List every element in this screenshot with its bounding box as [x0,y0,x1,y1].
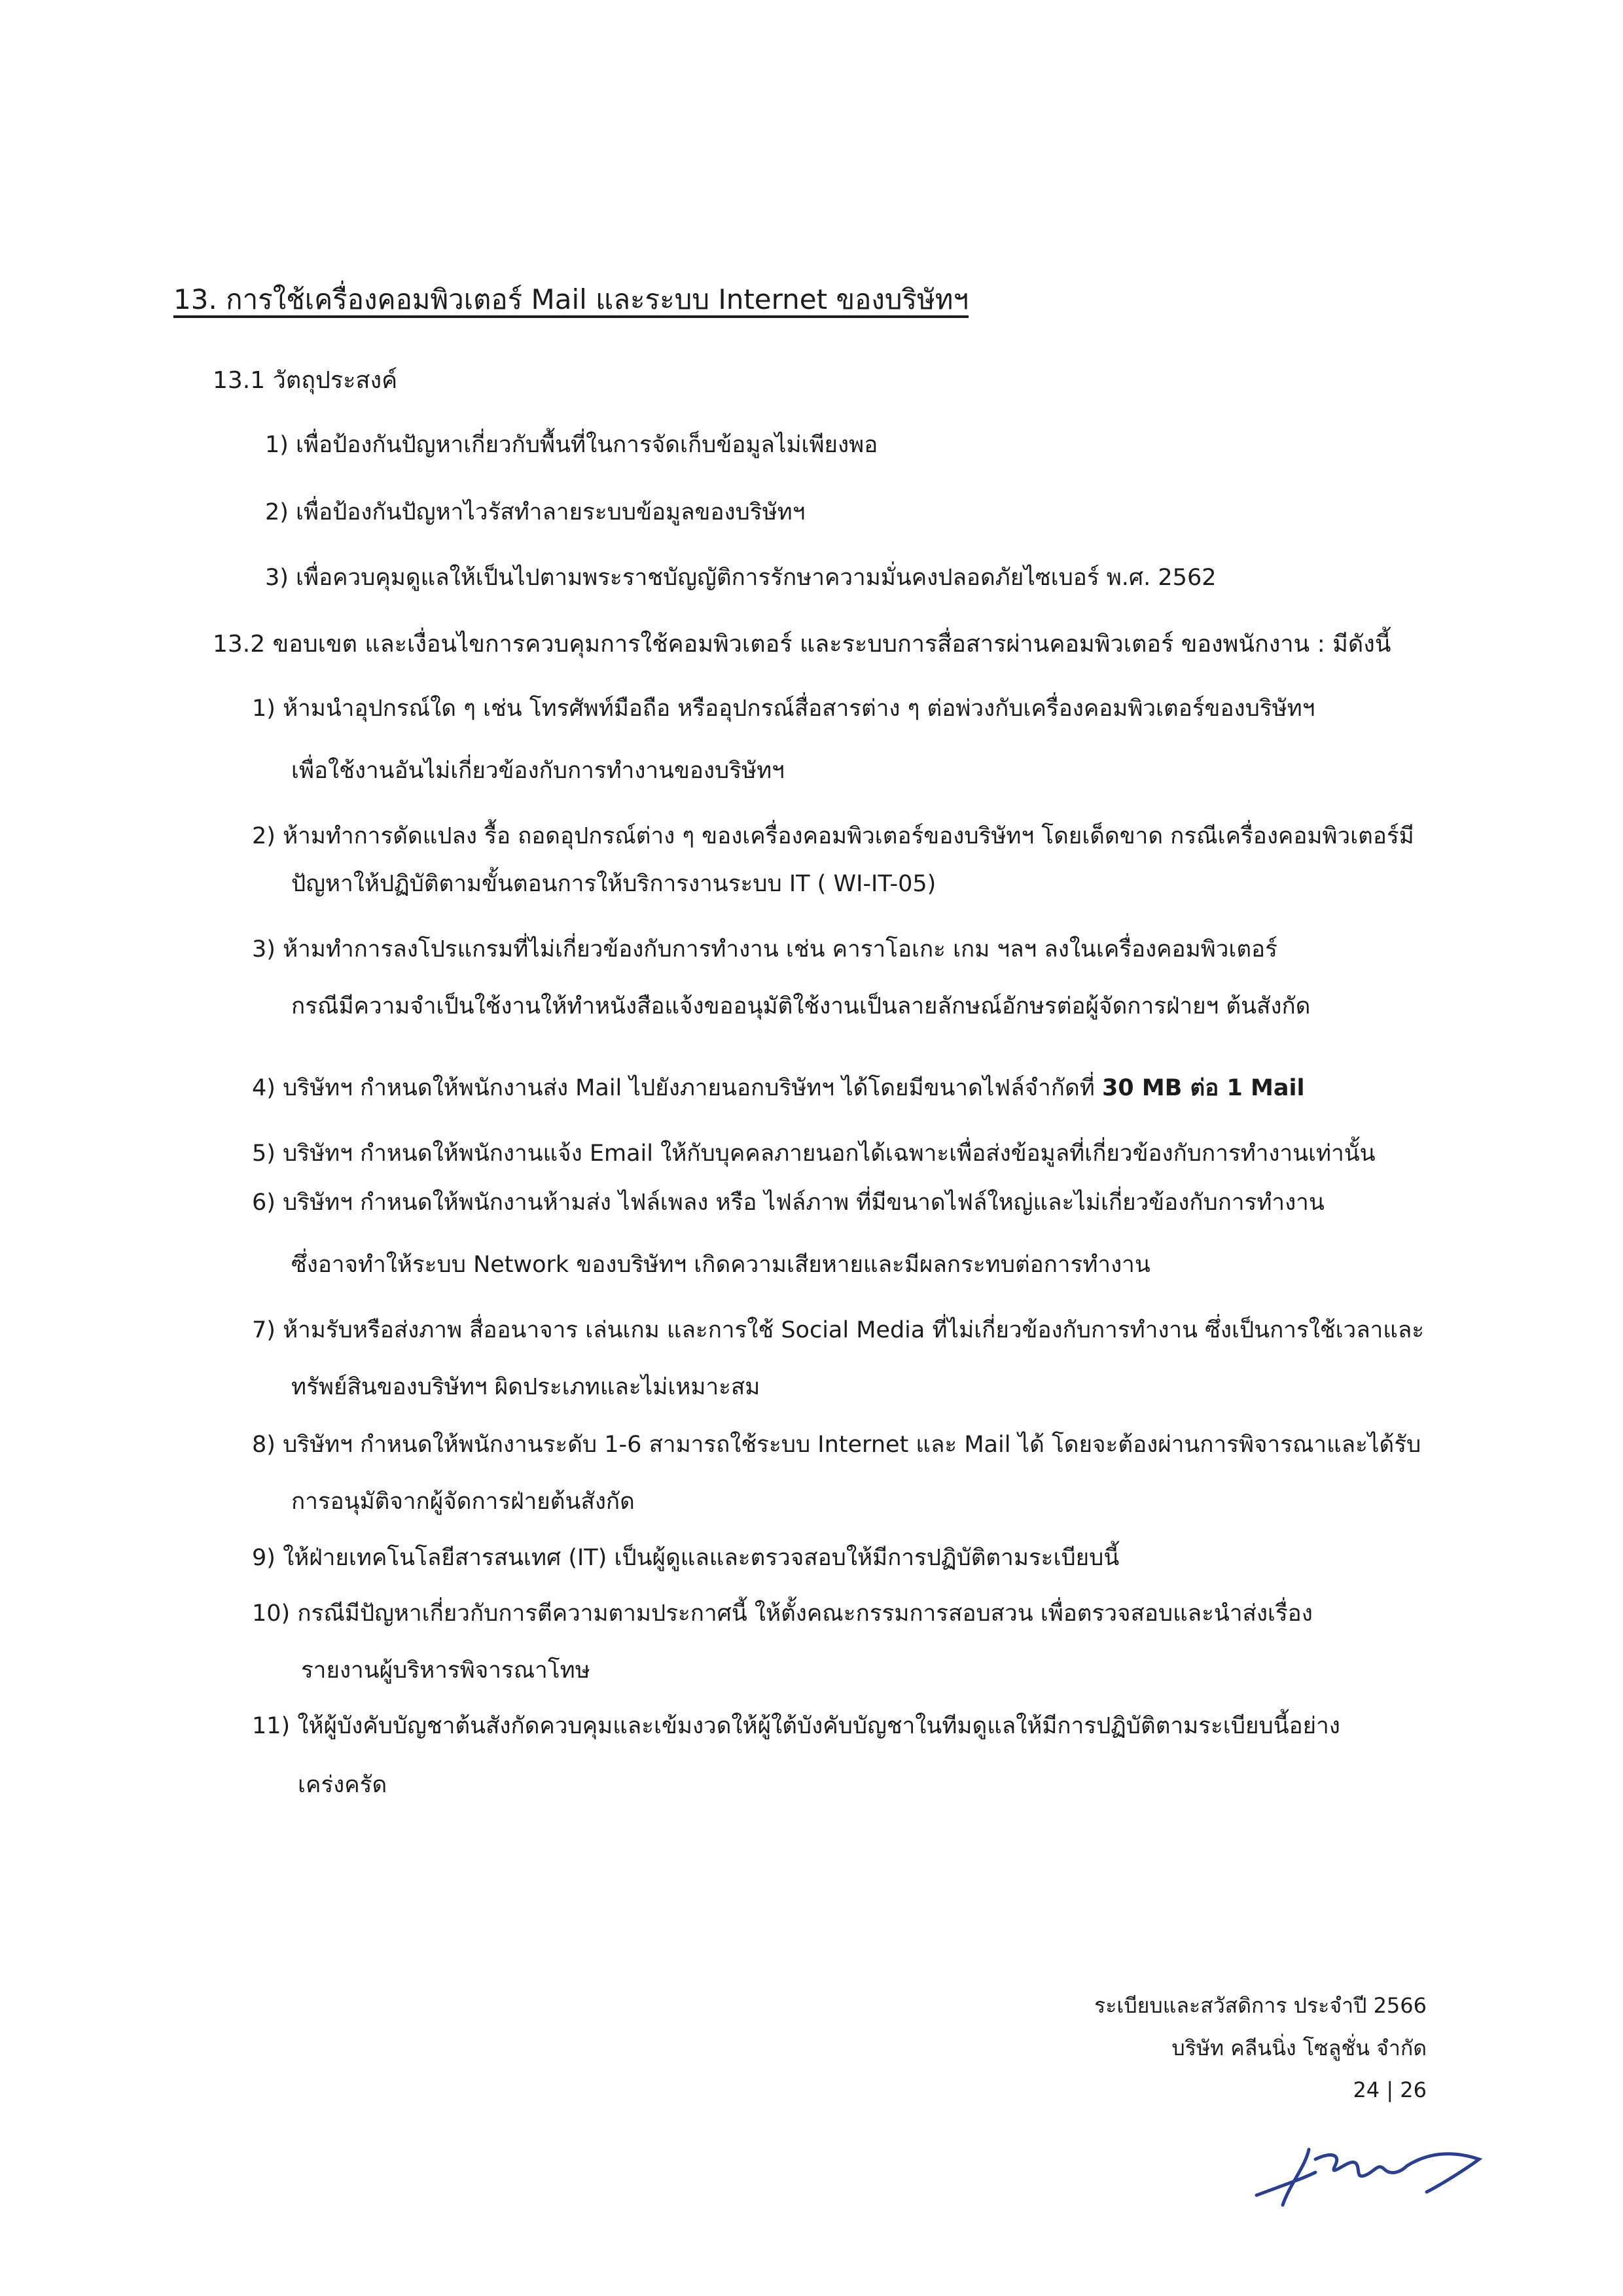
rule-text: บริษัทฯ กำหนดให้พนักงานส่ง Mail ไปยังภายนอกบริษัทฯ ได้โดยมีขนาดไฟล์จำกัดที่ [283,1075,1095,1101]
rule-text-continued: ปัญหาให้ปฏิบัติตามขั้นตอนการให้บริการงานระบบ IT ( WI-IT-05) [291,871,936,897]
rule-text: บริษัทฯ กำหนดให้พนักงานห้ามส่ง ไฟล์เพลง หรือ ไฟล์ภาพ ที่มีขนาดไฟล์ใหญ่และไม่เกี่ยวข้องกับการทำงาน [283,1190,1325,1216]
rule-number: 2) [252,823,276,849]
rule-text: กรณีมีปัญหาเกี่ยวกับการตีความตามประกาศนี้ ให้ตั้งคณะกรรมการสอบสวน เพื่อตรวจสอบและนำส่งเรื่อง [297,1600,1313,1627]
rule-text: ห้ามรับหรือส่งภาพ สื่ออนาจาร เล่นเกม และการใช้ Social Media ที่ไม่เกี่ยวข้องกับการทำงาน ซึ่งเป็นการใช้เวลาและ [283,1317,1425,1343]
rule-text: บริษัทฯ กำหนดให้พนักงานระดับ 1-6 สามารถใช้ระบบ Internet และ Mail ได้ โดยจะต้องผ่านการพิจารณาและได้รับ [283,1432,1421,1458]
rule-number: 5) [252,1140,276,1167]
rule-text-continued: เพื่อใช้งานอันไม่เกี่ยวข้องกับการทำงานของบริษัทฯ [291,758,785,784]
rule-text: ให้ผู้บังคับบัญชาต้นสังกัดควบคุมและเข้มงวดให้ผู้ใต้บังคับบัญชาในทีมดูแลให้มีการปฏิบัติตามระเบียบนี้อย่าง [297,1713,1340,1739]
rule-text-continued: การอนุมัติจากผู้จัดการฝ่ายต้นสังกัด [291,1489,635,1515]
rule-text-continued: ซึ่งอาจทำให้ระบบ Network ของบริษัทฯ เกิดความเสียหายและมีผลกระทบต่อการทำงาน [291,1252,1150,1278]
rule-text: ห้ามทำการดัดแปลง รื้อ ถอดอุปกรณ์ต่าง ๆ ของเครื่องคอมพิวเตอร์ของบริษัทฯ โดยเด็ดขาด กรณีเครื่องคอมพิวเตอร์มี [283,823,1414,849]
rule-number: 3) [252,936,276,963]
objective-item: 1) เพื่อป้องกันปัญหาเกี่ยวกับพื้นที่ในการจัดเก็บข้อมูลไม่เพียงพอ [265,432,878,458]
rule-text: ให้ฝ่ายเทคโนโลยีสารสนเทศ (IT) เป็นผู้ดูแลและตรวจสอบให้มีการปฏิบัติตามระเบียบนี้ [283,1545,1120,1571]
rule-item [252,1426,1421,1462]
rule-item [252,1135,1376,1171]
rule-text-continued: ทรัพย์สินของบริษัทฯ ผิดประเภทและไม่เหมาะสม [291,1374,760,1400]
footer-title: ระเบียบและสวัสดิการ ประจำปี 2566 [1094,1993,1427,2018]
rule-text: ห้ามทำการลงโปรแกรมที่ไม่เกี่ยวข้องกับการทำงาน เช่น คาราโอเกะ เกม ฯลฯ ลงในเครื่องคอมพิวเตอร์ [283,936,1277,963]
rule-text-continued: รายงานผู้บริหารพิจารณาโทษ [301,1657,590,1684]
subsection-title-scope: 13.2 ขอบเขต และเงื่อนไขการควบคุมการใช้คอมพิวเตอร์ และระบบการสื่อสารผ่านคอมพิวเตอร์ ของพนักงาน : มีดังนี้ [213,631,1391,658]
rule-item [252,1595,1313,1631]
rule-text-continued: เคร่งครัด [298,1772,387,1798]
rule-item [252,1070,1304,1106]
objective-item: 3) เพื่อควบคุมดูแลให้เป็นไปตามพระราชบัญญัติการรักษาความมั่นคงปลอดภัยไซเบอร์ พ.ศ. 2562 [265,565,1217,591]
page-number: 24 | 26 [1353,2077,1427,2102]
rule-number: 10) [252,1600,291,1627]
objective-item: 2) เพื่อป้องกันปัญหาไวรัสทำลายระบบข้อมูลของบริษัทฯ [265,499,806,525]
rule-number: 11) [252,1713,291,1739]
rule-item [252,1708,1340,1744]
rule-item [252,931,1277,967]
section-heading: 13. การใช้เครื่องคอมพิวเตอร์ Mail และระบบ Internet ของบริษัทฯ [173,283,969,315]
rule-item [252,1540,1119,1576]
rule-number: 1) [252,696,276,722]
signature-icon [1243,2140,1505,2212]
rule-text: บริษัทฯ กำหนดให้พนักงานแจ้ง Email ให้กับบุคคลภายนอกได้เฉพาะเพื่อส่งข้อมูลที่เกี่ยวข้องกับการทำงานเท่านั้น [283,1140,1376,1167]
rule-text-bold: 30 MB ต่อ 1 Mail [1101,1075,1305,1101]
rule-text-continued: กรณีมีความจำเป็นใช้งานให้ทำหนังสือแจ้งขออนุมัติใช้งานเป็นลายลักษณ์อักษรต่อผู้จัดการฝ่ายฯ ต้นสังกัด [291,993,1311,1019]
rule-number: 7) [252,1317,276,1343]
rule-item [252,1312,1424,1348]
rule-text: ห้ามนำอุปกรณ์ใด ๆ เช่น โทรศัพท์มือถือ หรืออุปกรณ์สื่อสารต่าง ๆ ต่อพ่วงกับเครื่องคอมพิวเตอร์ของบริษัทฯ [283,696,1315,722]
rule-item [252,818,1414,854]
rule-number: 4) [252,1075,276,1101]
rule-number: 6) [252,1190,276,1216]
rule-number: 8) [252,1432,276,1458]
rule-number: 9) [252,1545,276,1571]
rule-item [252,1184,1325,1220]
subsection-title-objectives: 13.1 วัตถุประสงค์ [213,367,398,394]
rule-item [252,690,1315,726]
footer-company: บริษัท คลีนนิ่ง โซลูชั่น จำกัด [1171,2036,1427,2060]
